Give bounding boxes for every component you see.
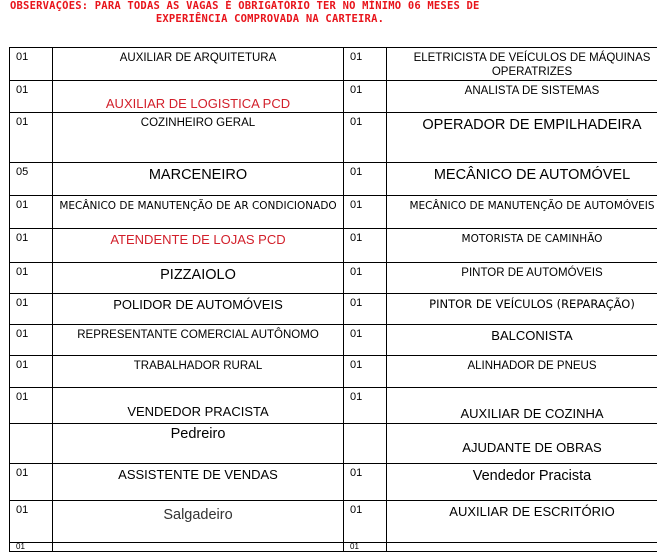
table-row	[10, 294, 657, 325]
notice-line-1: OBSERVAÇÕES: PARA TODAS AS VAGAS É OBRIGATÓRIO TER NO MÍNIMO 06 MESES DE	[10, 0, 480, 12]
quantity-cell: 01	[10, 464, 53, 501]
table-row	[10, 163, 657, 196]
job-title-cell: PINTOR DE VEÍCULOS (REPARAÇÃO)	[387, 294, 657, 325]
quantity-cell: 01	[344, 113, 387, 163]
quantity-cell: 01	[344, 464, 387, 501]
job-title-cell: MECÂNICO DE MANUTENÇÃO DE AUTOMÓVEIS	[387, 196, 657, 229]
quantity-cell: 01	[344, 325, 387, 356]
quantity-cell: 01	[344, 196, 387, 229]
job-title-cell: ATENDENTE DE LOJAS PCD	[53, 229, 344, 263]
table-row	[10, 113, 657, 163]
job-title-cell: AUXILIAR DE COZINHA	[387, 388, 657, 424]
table-row	[10, 229, 657, 263]
quantity-cell: 01	[10, 48, 53, 81]
quantity-cell: 01	[344, 388, 387, 424]
quantity-cell: 05	[10, 163, 53, 196]
job-title-cell: PINTOR DE AUTOMÓVEIS	[387, 263, 657, 294]
job-title-cell: TRABALHADOR RURAL	[53, 356, 344, 388]
job-title-cell: COZINHEIRO GERAL	[53, 113, 344, 163]
job-title-cell: MECÂNICO DE MANUTENÇÃO DE AR CONDICIONADO	[53, 196, 344, 229]
table-row	[10, 81, 657, 113]
job-title-cell: PIZZAIOLO	[53, 263, 344, 294]
quantity-cell: 01	[344, 229, 387, 263]
quantity-cell	[10, 424, 53, 464]
table-row	[10, 501, 657, 543]
job-title-cell: Salgadeiro	[53, 501, 344, 543]
quantity-cell: 01	[10, 543, 53, 552]
quantity-cell: 01	[344, 81, 387, 113]
quantity-cell: 01	[10, 229, 53, 263]
table-row	[10, 48, 657, 81]
table-row	[10, 356, 657, 388]
quantity-cell: 01	[344, 263, 387, 294]
job-title-cell: POLIDOR DE AUTOMÓVEIS	[53, 294, 344, 325]
job-title-cell: OPERADOR DE EMPILHADEIRA	[387, 113, 657, 163]
table-row	[10, 325, 657, 356]
quantity-cell	[344, 424, 387, 464]
job-title-cell: ELETRICISTA DE VEÍCULOS DE MÁQUINAS OPERATRIZES	[387, 48, 657, 81]
quantity-cell: 01	[344, 163, 387, 196]
notice-text	[10, 0, 570, 26]
quantity-cell: 01	[10, 113, 53, 163]
quantity-cell: 01	[10, 81, 53, 113]
table-row	[10, 263, 657, 294]
job-title-cell	[387, 543, 657, 552]
table-row	[10, 543, 657, 552]
job-title-cell: AJUDANTE DE OBRAS	[387, 424, 657, 464]
job-title-cell: VENDEDOR PRACISTA	[53, 388, 344, 424]
quantity-cell: 01	[344, 356, 387, 388]
job-title-cell: BALCONISTA	[387, 325, 657, 356]
quantity-cell: 01	[10, 294, 53, 325]
job-vacancies-table	[9, 47, 657, 552]
quantity-cell: 01	[344, 543, 387, 552]
table-row	[10, 388, 657, 424]
quantity-cell: 01	[10, 501, 53, 543]
job-title-cell: ASSISTENTE DE VENDAS	[53, 464, 344, 501]
job-title-cell: Vendedor Pracista	[387, 464, 657, 501]
job-title-cell: AUXILIAR DE ESCRITÓRIO	[387, 501, 657, 543]
quantity-cell: 01	[10, 356, 53, 388]
table-row	[10, 464, 657, 501]
quantity-cell: 01	[10, 388, 53, 424]
quantity-cell: 01	[344, 294, 387, 325]
quantity-cell: 01	[10, 325, 53, 356]
notice-line-2: EXPERIÊNCIA COMPROVADA NA CARTEIRA.	[10, 13, 530, 26]
job-title-cell: MECÂNICO DE AUTOMÓVEL	[387, 163, 657, 196]
job-title-cell: MOTORISTA DE CAMINHÃO	[387, 229, 657, 263]
job-title-cell: AUXILIAR DE LOGISTICA PCD	[53, 81, 344, 113]
job-title-cell: ALINHADOR DE PNEUS	[387, 356, 657, 388]
job-title-cell	[53, 543, 344, 552]
job-title-cell: MARCENEIRO	[53, 163, 344, 196]
table-row	[10, 424, 657, 464]
job-title-cell: Pedreiro	[53, 424, 344, 464]
quantity-cell: 01	[10, 263, 53, 294]
quantity-cell: 01	[344, 501, 387, 543]
job-title-cell: ANALISTA DE SISTEMAS	[387, 81, 657, 113]
job-title-cell: REPRESENTANTE COMERCIAL AUTÔNOMO	[53, 325, 344, 356]
quantity-cell: 01	[344, 48, 387, 81]
table-row	[10, 196, 657, 229]
job-title-cell: AUXILIAR DE ARQUITETURA	[53, 48, 344, 81]
quantity-cell: 01	[10, 196, 53, 229]
